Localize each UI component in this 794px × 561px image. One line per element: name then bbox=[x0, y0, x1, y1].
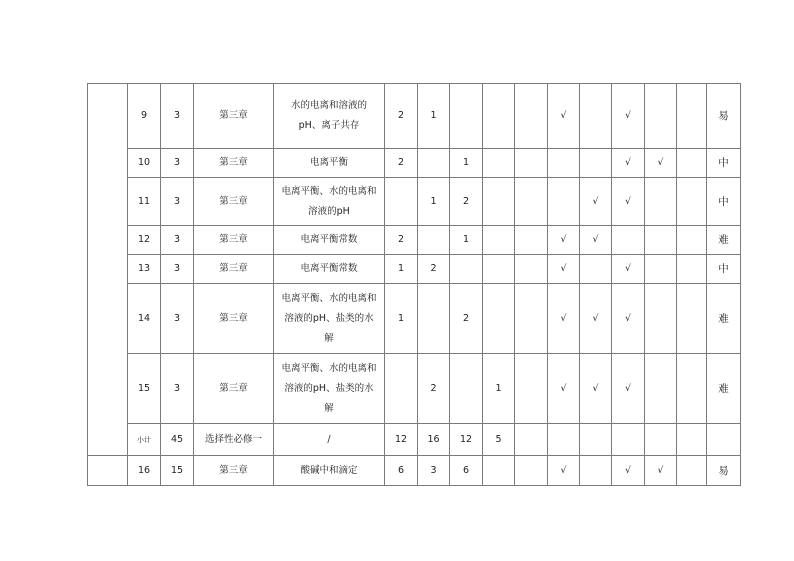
question-number: 11 bbox=[128, 178, 161, 226]
table-body bbox=[88, 84, 741, 486]
difficulty-cell: 易 bbox=[707, 84, 741, 149]
check-cell-k4: √ bbox=[612, 255, 645, 284]
subtotal-chapter: 选择性必修一 bbox=[194, 424, 274, 456]
check-cell-k3 bbox=[580, 149, 612, 178]
subtotal-count-c4: 5 bbox=[483, 424, 515, 456]
check-cell-k6 bbox=[677, 284, 707, 354]
table-row bbox=[88, 354, 741, 424]
check-cell-k5 bbox=[645, 255, 677, 284]
check-cell-k4: √ bbox=[612, 354, 645, 424]
question-number: 16 bbox=[128, 456, 161, 486]
subtotal-label: 小计 bbox=[128, 424, 161, 456]
topic-line: 电离平衡常数 bbox=[300, 263, 358, 274]
topic-cell bbox=[274, 178, 385, 226]
count-cell-c2: 1 bbox=[418, 178, 450, 226]
chapter-cell: 第三章 bbox=[194, 149, 274, 178]
check-cell-k1 bbox=[515, 178, 548, 226]
check-cell-k3: √ bbox=[580, 354, 612, 424]
count-cell-c3: 6 bbox=[450, 456, 483, 486]
count-cell-c3 bbox=[450, 84, 483, 149]
question-number: 14 bbox=[128, 284, 161, 354]
subtotal-empty-k1 bbox=[515, 424, 548, 456]
count-cell-c4 bbox=[483, 456, 515, 486]
check-cell-k1 bbox=[515, 284, 548, 354]
count-cell-c4: 1 bbox=[483, 354, 515, 424]
difficulty-cell: 难 bbox=[707, 354, 741, 424]
topic-line: 电离平衡常数 bbox=[300, 234, 358, 245]
chapter-cell: 第三章 bbox=[194, 255, 274, 284]
subtotal-count-c3: 12 bbox=[450, 424, 483, 456]
count-cell-c4 bbox=[483, 84, 515, 149]
check-cell-k5 bbox=[645, 178, 677, 226]
score-cell: 3 bbox=[161, 149, 194, 178]
table-row bbox=[88, 84, 741, 149]
chapter-cell: 第三章 bbox=[194, 354, 274, 424]
count-cell-c4 bbox=[483, 226, 515, 255]
count-cell-c1 bbox=[385, 178, 418, 226]
check-cell-k6 bbox=[677, 226, 707, 255]
check-cell-k1 bbox=[515, 354, 548, 424]
count-cell-c4 bbox=[483, 178, 515, 226]
category-cell bbox=[88, 456, 128, 486]
count-cell-c2: 2 bbox=[418, 255, 450, 284]
subtotal-empty-k4 bbox=[612, 424, 645, 456]
difficulty-cell: 中 bbox=[707, 255, 741, 284]
difficulty-cell: 易 bbox=[707, 456, 741, 486]
check-cell-k4: √ bbox=[612, 84, 645, 149]
count-cell-c4 bbox=[483, 284, 515, 354]
check-cell-k2: √ bbox=[548, 284, 580, 354]
check-cell-k5 bbox=[645, 84, 677, 149]
check-cell-k6 bbox=[677, 354, 707, 424]
count-cell-c2 bbox=[418, 284, 450, 354]
check-cell-k2: √ bbox=[548, 354, 580, 424]
count-cell-c1: 2 bbox=[385, 226, 418, 255]
check-cell-k5 bbox=[645, 284, 677, 354]
score-cell: 3 bbox=[161, 284, 194, 354]
check-cell-k6 bbox=[677, 84, 707, 149]
score-cell: 3 bbox=[161, 178, 194, 226]
check-cell-k2: √ bbox=[548, 84, 580, 149]
score-cell: 3 bbox=[161, 255, 194, 284]
count-cell-c3: 2 bbox=[450, 178, 483, 226]
check-cell-k6 bbox=[677, 149, 707, 178]
count-cell-c2 bbox=[418, 226, 450, 255]
topic-line: 溶液的pH、盐类的水 bbox=[284, 312, 374, 324]
count-cell-c2: 3 bbox=[418, 456, 450, 486]
count-cell-c1: 6 bbox=[385, 456, 418, 486]
topic-line: pH、离子共存 bbox=[298, 120, 360, 131]
count-cell-c1 bbox=[385, 354, 418, 424]
score-cell: 3 bbox=[161, 354, 194, 424]
subtotal-row bbox=[88, 424, 741, 456]
count-cell-c3 bbox=[450, 255, 483, 284]
check-cell-k3 bbox=[580, 456, 612, 486]
check-cell-k3 bbox=[580, 84, 612, 149]
subtotal-empty-difficulty bbox=[707, 424, 741, 456]
check-cell-k5: √ bbox=[645, 149, 677, 178]
count-cell-c3: 1 bbox=[450, 226, 483, 255]
table-row bbox=[88, 456, 741, 486]
question-number: 10 bbox=[128, 149, 161, 178]
check-cell-k4: √ bbox=[612, 284, 645, 354]
chapter-cell: 第三章 bbox=[194, 284, 274, 354]
subtotal-topic: / bbox=[274, 424, 385, 456]
table-row bbox=[88, 284, 741, 354]
check-cell-k6 bbox=[677, 456, 707, 486]
check-cell-k1 bbox=[515, 84, 548, 149]
check-cell-k4: √ bbox=[612, 456, 645, 486]
check-cell-k6 bbox=[677, 255, 707, 284]
check-cell-k3: √ bbox=[580, 284, 612, 354]
subtotal-empty-k2 bbox=[548, 424, 580, 456]
count-cell-c1: 1 bbox=[385, 284, 418, 354]
topic-cell bbox=[274, 284, 385, 354]
difficulty-cell: 中 bbox=[707, 178, 741, 226]
table-row bbox=[88, 226, 741, 255]
topic-line: 溶液的pH、盐类的水 bbox=[284, 382, 374, 394]
analysis-table bbox=[87, 83, 741, 486]
question-number: 13 bbox=[128, 255, 161, 284]
question-number: 9 bbox=[128, 84, 161, 149]
check-cell-k1 bbox=[515, 149, 548, 178]
count-cell-c4 bbox=[483, 255, 515, 284]
check-cell-k3: √ bbox=[580, 178, 612, 226]
difficulty-cell: 难 bbox=[707, 284, 741, 354]
count-cell-c1: 2 bbox=[385, 84, 418, 149]
check-cell-k2 bbox=[548, 178, 580, 226]
topic-cell bbox=[274, 255, 385, 284]
difficulty-cell: 难 bbox=[707, 226, 741, 255]
topic-cell bbox=[274, 226, 385, 255]
chapter-cell: 第三章 bbox=[194, 178, 274, 226]
count-cell-c1: 2 bbox=[385, 149, 418, 178]
check-cell-k3: √ bbox=[580, 226, 612, 255]
count-cell-c2: 1 bbox=[418, 84, 450, 149]
check-cell-k5 bbox=[645, 354, 677, 424]
check-cell-k1 bbox=[515, 456, 548, 486]
topic-line: 电离平衡、水的电离和 bbox=[281, 362, 377, 374]
check-cell-k1 bbox=[515, 226, 548, 255]
check-cell-k5 bbox=[645, 226, 677, 255]
topic-cell bbox=[274, 84, 385, 149]
check-cell-k2: √ bbox=[548, 255, 580, 284]
count-cell-c2: 2 bbox=[418, 354, 450, 424]
topic-line: 电离平衡、水的电离和 bbox=[281, 185, 377, 197]
check-cell-k4: √ bbox=[612, 178, 645, 226]
check-cell-k2: √ bbox=[548, 456, 580, 486]
count-cell-c3: 2 bbox=[450, 284, 483, 354]
topic-line: 水的电离和溶液的 bbox=[290, 100, 367, 111]
count-cell-c4 bbox=[483, 149, 515, 178]
merged-category-cell bbox=[88, 84, 128, 456]
topic-line: 电离平衡 bbox=[309, 157, 348, 168]
count-cell-c1: 1 bbox=[385, 255, 418, 284]
subtotal-count-c1: 12 bbox=[385, 424, 418, 456]
subtotal-score: 45 bbox=[161, 424, 194, 456]
count-cell-c3: 1 bbox=[450, 149, 483, 178]
subtotal-empty-k6 bbox=[677, 424, 707, 456]
table-row bbox=[88, 178, 741, 226]
count-cell-c3 bbox=[450, 354, 483, 424]
score-cell: 3 bbox=[161, 84, 194, 149]
check-cell-k4: √ bbox=[612, 149, 645, 178]
chapter-cell: 第三章 bbox=[194, 226, 274, 255]
topic-cell bbox=[274, 149, 385, 178]
topic-line: 解 bbox=[324, 402, 334, 414]
check-cell-k2 bbox=[548, 149, 580, 178]
count-cell-c2 bbox=[418, 149, 450, 178]
topic-line: 电离平衡、水的电离和 bbox=[281, 292, 377, 304]
score-cell: 3 bbox=[161, 226, 194, 255]
check-cell-k1 bbox=[515, 255, 548, 284]
topic-cell bbox=[274, 354, 385, 424]
check-cell-k4 bbox=[612, 226, 645, 255]
table-row bbox=[88, 255, 741, 284]
question-number: 12 bbox=[128, 226, 161, 255]
table-row bbox=[88, 149, 741, 178]
topic-line: 溶液的pH bbox=[308, 205, 350, 217]
score-cell: 15 bbox=[161, 456, 194, 486]
chapter-cell: 第三章 bbox=[194, 84, 274, 149]
check-cell-k2: √ bbox=[548, 226, 580, 255]
subtotal-empty-k5 bbox=[645, 424, 677, 456]
subtotal-count-c2: 16 bbox=[418, 424, 450, 456]
subtotal-empty-k3 bbox=[580, 424, 612, 456]
check-cell-k3 bbox=[580, 255, 612, 284]
check-cell-k5: √ bbox=[645, 456, 677, 486]
question-number: 15 bbox=[128, 354, 161, 424]
difficulty-cell: 中 bbox=[707, 149, 741, 178]
check-cell-k6 bbox=[677, 178, 707, 226]
topic-line: 解 bbox=[324, 332, 334, 344]
chapter-cell: 第三章 bbox=[194, 456, 274, 486]
topic-cell: 酸碱中和滴定 bbox=[274, 456, 385, 486]
